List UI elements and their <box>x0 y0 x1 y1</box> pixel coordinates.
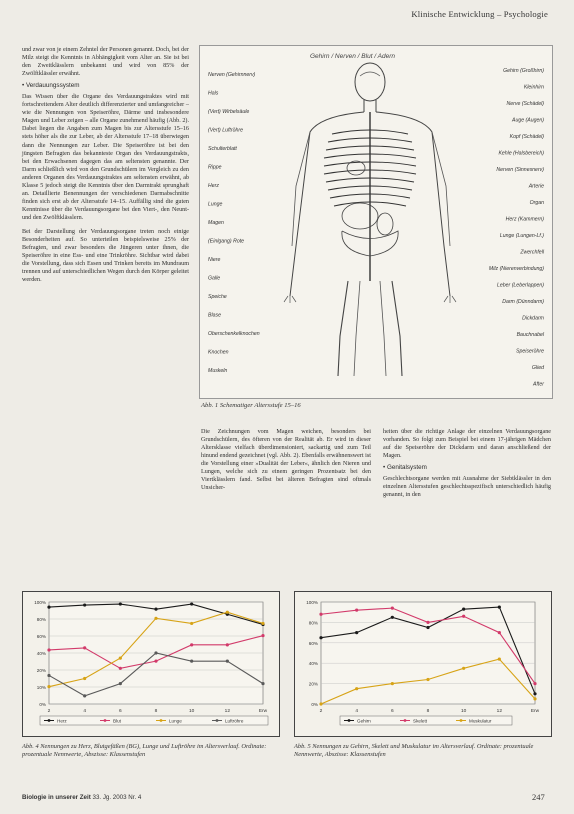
running-header: Klinische Entwicklung – Psychologie <box>411 9 548 19</box>
data-point <box>119 657 122 660</box>
data-point <box>261 634 264 637</box>
figure-label: Leber (Leberlappen) <box>496 282 544 289</box>
data-point <box>462 615 465 618</box>
paragraph: Bei der Darstellung der Verdauungsorgane treten noch einige Besonderheiten auf. So unterteilen beispielsweise 25% der Befragten, und zwar besonders die Jüngeren unter ihnen, die Speiseröhre in eine Ess- und eine Trinkröhre. Sichtbar wird dabei die Vorstellung, dass sich Essen und Trinken bereits im Mundraum trennen und auf unterschiedlichen Wegen durch den Körper geleitet werden. <box>22 228 189 284</box>
x-tick-label: 12 <box>496 709 503 714</box>
y-tick-label: 80% <box>36 617 46 622</box>
data-point <box>498 631 501 634</box>
figure-label: (Einlgang) Rote <box>208 238 245 245</box>
x-tick-label: 6 <box>390 709 394 714</box>
body-sketch <box>200 46 552 398</box>
figure-label: Speiche <box>208 294 227 300</box>
data-point <box>391 682 394 685</box>
data-point <box>355 631 358 634</box>
data-point <box>533 692 536 695</box>
legend-label: Lunge <box>169 718 182 724</box>
x-tick-label: 12 <box>224 709 231 714</box>
y-tick-label: 0% <box>311 702 318 707</box>
data-point <box>83 694 86 697</box>
data-point <box>83 603 86 606</box>
figure-label: Gehirn (Großhirn) <box>503 68 544 74</box>
figure-label: Zwerchfell <box>520 249 544 256</box>
figure-label: Speiseröhre <box>516 348 544 355</box>
figure-label: Muskeln <box>208 368 228 374</box>
page-number: 247 <box>532 792 545 802</box>
figure-label: Kleinhirn <box>523 84 544 91</box>
data-point <box>154 651 157 654</box>
x-tick-label: 4 <box>83 709 87 714</box>
figure-label: Arterie <box>528 183 544 190</box>
data-point <box>462 608 465 611</box>
legend-marker <box>460 719 463 722</box>
figure-1-caption: Abb. 1 Schematiger Altersstufe 15–16 <box>201 402 301 409</box>
data-point <box>119 667 122 670</box>
x-tick-label: 6 <box>118 709 122 714</box>
data-point <box>190 643 193 646</box>
figure-label: Knochen <box>208 349 229 356</box>
paragraph: Geschlechtsorgane werden mit Ausnahme der Siebtklässler in den einzelnen Altersstufen geschlechtsspezifisch unterschiedlich häufig genannt, in den <box>383 476 551 499</box>
right-text-column <box>383 428 551 499</box>
chart-4-svg <box>23 592 279 736</box>
data-point <box>226 611 229 614</box>
figure-1-drawing <box>199 45 553 399</box>
middle-text-column <box>201 428 371 492</box>
data-point <box>319 702 322 705</box>
y-tick-label: 40% <box>308 661 318 667</box>
y-tick-label: 20% <box>308 681 318 687</box>
figure-label: Blase <box>208 312 221 319</box>
figure-label: Lunge <box>208 201 223 208</box>
x-tick-label: 10 <box>188 709 195 714</box>
figure-label: Kopf (Schädel) <box>509 134 544 140</box>
x-tick-label: 8 <box>426 709 430 714</box>
legend-label: Blut <box>113 718 121 724</box>
data-point <box>462 667 465 670</box>
data-point <box>47 674 50 677</box>
legend-marker <box>348 719 351 722</box>
figure-label: Bauchnabel <box>516 332 544 338</box>
data-point <box>426 626 429 629</box>
data-point <box>498 658 501 661</box>
chart-figure-5 <box>294 591 552 737</box>
figure-label: Lunge (Lungen-Lf.) <box>499 233 544 239</box>
data-point <box>261 682 264 685</box>
plot-area <box>321 602 535 704</box>
journal-name: Biologie in unserer Zeit <box>22 794 91 801</box>
data-point <box>391 616 394 619</box>
figure-label: Nerven (Gehirnnerv) <box>208 72 256 78</box>
x-tick-label: 8 <box>154 709 158 714</box>
data-point <box>226 643 229 646</box>
figure-label: (Vert) Luftröhre <box>208 127 243 134</box>
data-point <box>261 622 264 625</box>
chart-5-svg <box>295 592 551 736</box>
legend-label: Herz <box>57 718 67 724</box>
figure-label: Milz (Nierenverbindung) <box>488 266 544 272</box>
y-tick-label: 60% <box>36 634 46 639</box>
legend-label: Luftröhre <box>225 718 244 724</box>
figure-label: Darm (Dünndarm) <box>502 299 544 305</box>
data-point <box>119 602 122 605</box>
legend-marker <box>48 719 51 722</box>
journal-footer <box>22 794 141 801</box>
y-tick-label: 40% <box>36 651 46 656</box>
figure-label: Glied <box>531 365 544 371</box>
figure-label: Organ <box>529 200 544 206</box>
figure-label: Galle <box>208 275 221 282</box>
y-tick-label: 10% <box>36 685 46 690</box>
legend-marker <box>104 719 107 722</box>
figure-label: Auge (Augen) <box>511 117 544 124</box>
data-point <box>83 646 86 649</box>
figure-4-caption: Abb. 4 Nennungen zu Herz, Blutgefäßen (BG), Lunge und Luftröhre im Altersverlauf. Ordinate: prozentuale Nennwerte, Abszisse: Klassenstufen <box>22 743 267 759</box>
legend-marker <box>216 719 219 722</box>
x-tick-label: 10 <box>460 709 467 714</box>
x-tick-label: 2 <box>47 709 51 714</box>
y-tick-label: 60% <box>308 640 318 646</box>
figure-label: Dickdarm <box>522 315 544 322</box>
left-text-column <box>22 46 189 284</box>
data-point <box>154 660 157 663</box>
journal-issue: 33. Jg. 2003 Nr. 4 <box>92 794 142 801</box>
figure-label: Kehle (Halsbereich) <box>498 150 544 157</box>
legend-marker <box>404 719 407 722</box>
paragraph: heiten über die richtige Anlage der einzelnen Verdauungsorgane vorhanden. So folgt zum Beispiel bei einem 17-jährigen Mädchen auf die Speiseröhre der Dickdarm und daran anschließend der Magen. <box>383 429 551 460</box>
figure-label: (Vert) Wirbelsäule <box>208 109 250 115</box>
section-heading: • Genitalsystem <box>383 464 427 472</box>
data-point <box>319 636 322 639</box>
figure-label: Nerven (Sinnesnerv) <box>496 167 544 173</box>
fig1-header-text: Gehirn / Nerven / Blut / Adern <box>310 53 396 60</box>
legend-label: Gehirn <box>357 718 371 724</box>
y-tick-label: 100% <box>306 600 318 605</box>
figure-label: Oberschenkelknochen <box>208 331 260 337</box>
section-heading: • Verdauungssystem <box>22 82 80 90</box>
data-point <box>47 606 50 609</box>
figure-5-caption: Abb. 5 Nennungen zu Gehirn, Skelett und Muskulatur im Altersverlauf. Ordinate: prozentuale Nennwerte, Abszisse: Klassenstufen <box>294 743 534 759</box>
data-point <box>190 622 193 625</box>
paragraph: und zwar von je einem Zehntel der Personen genannt. Doch, bei der Milz steigt die Kenntnis in Abhängigkeit vom Alter an. Sie ist bei den Zweitklässlern unbekannt und wird von 85% der Zwölftklässler erwähnt. <box>22 47 189 78</box>
chart-figure-4 <box>22 591 280 737</box>
y-tick-label: 100% <box>34 600 46 605</box>
data-point <box>83 677 86 680</box>
figure-label: Herz (Kammern) <box>505 216 544 223</box>
x-tick-label: 2 <box>319 709 323 714</box>
x-tick-label: Erw <box>530 709 540 714</box>
figure-label: Hals <box>208 90 219 97</box>
y-tick-label: 80% <box>308 620 318 626</box>
figure-label: Rippe <box>208 164 222 171</box>
data-point <box>47 685 50 688</box>
data-point <box>154 617 157 620</box>
data-point <box>154 608 157 611</box>
data-point <box>355 609 358 612</box>
data-point <box>190 660 193 663</box>
figure-label: After <box>533 381 544 388</box>
data-point <box>226 660 229 663</box>
figure-label: Schulterblatt <box>208 146 237 152</box>
paragraph: Die Zeichnungen vom Magen weichen, besonders bei Grundschülern, des öfteren von der Realität ab. Er wird in dieser Altersklasse vielfach überdimensioniert, sackartig und zum Teil hinund endend gezeichnet (vgl. Abb. 2). Ebenfalls erwähnenswert ist die Vorstellung einer »Dualität der Leber«, ähnlich den Nieren und Lungen, welche sich zu einem geringen Prozentsatz bei den Viertklässlern fand. Selbst bei älteren Befragten sind oftmals Unsicher- <box>201 429 371 492</box>
legend-label: Skelett <box>413 718 428 724</box>
figure-label: Nerve (Schädel) <box>506 101 544 107</box>
data-point <box>190 602 193 605</box>
data-point <box>498 606 501 609</box>
legend-label: Muskulatur <box>469 718 492 724</box>
y-tick-label: 20% <box>36 668 46 673</box>
legend-marker <box>160 719 163 722</box>
data-point <box>426 621 429 624</box>
y-tick-label: 0% <box>39 702 46 707</box>
paragraph: Das Wissen über die Organe des Verdauungstraktes wird mit fortschreitendem Alter deutlich differenzierter und umfangreicher – wie die Nennungen von Speiseröhre, Därme und insbesondere Magen und Leber zeigen – alle Organe zunehmend häufig (Abb. 2). Dabei liegen die Angaben zum Magen bis zur Altersstufe 15–16 stets höher als die zur Leber, ab der Altersstufe 17–18 überwiegen dann die Nennungen zur Leber. Die Speiseröhre ist bei den jüngsten Befragten das bekannteste Organ des Verdauungstrakts, bei den Erwachsenen dagegen das am seltensten genannte. Der Darm schließlich wird von den Grundschülern im Vergleich zu den anderen Organen des Verdauungstraktes am seltensten erwähnt, ab Klasse 5 jedoch steigt die Kenntnis über den Darmtrakt sprunghaft an. Detaillierte Benennungen der verschiedenen Darmabschnitte finden sich erst ab der Altersstufe 14–15. Auffällig sind die guten Kenntnisse über die Verdauungsorgane bei den Viert-, den Neunt- und den Zwölftklässlern. <box>22 94 189 221</box>
data-point <box>391 607 394 610</box>
data-point <box>533 682 536 685</box>
figure-label: Niere <box>208 257 221 263</box>
data-point <box>533 697 536 700</box>
x-tick-label: 4 <box>355 709 359 714</box>
figure-label: Herz <box>208 183 219 189</box>
figure-label: Magen <box>208 220 224 226</box>
x-tick-label: Erw <box>258 709 268 714</box>
data-point <box>119 682 122 685</box>
data-point <box>47 648 50 651</box>
data-point <box>426 678 429 681</box>
data-point <box>319 613 322 616</box>
data-point <box>355 687 358 690</box>
